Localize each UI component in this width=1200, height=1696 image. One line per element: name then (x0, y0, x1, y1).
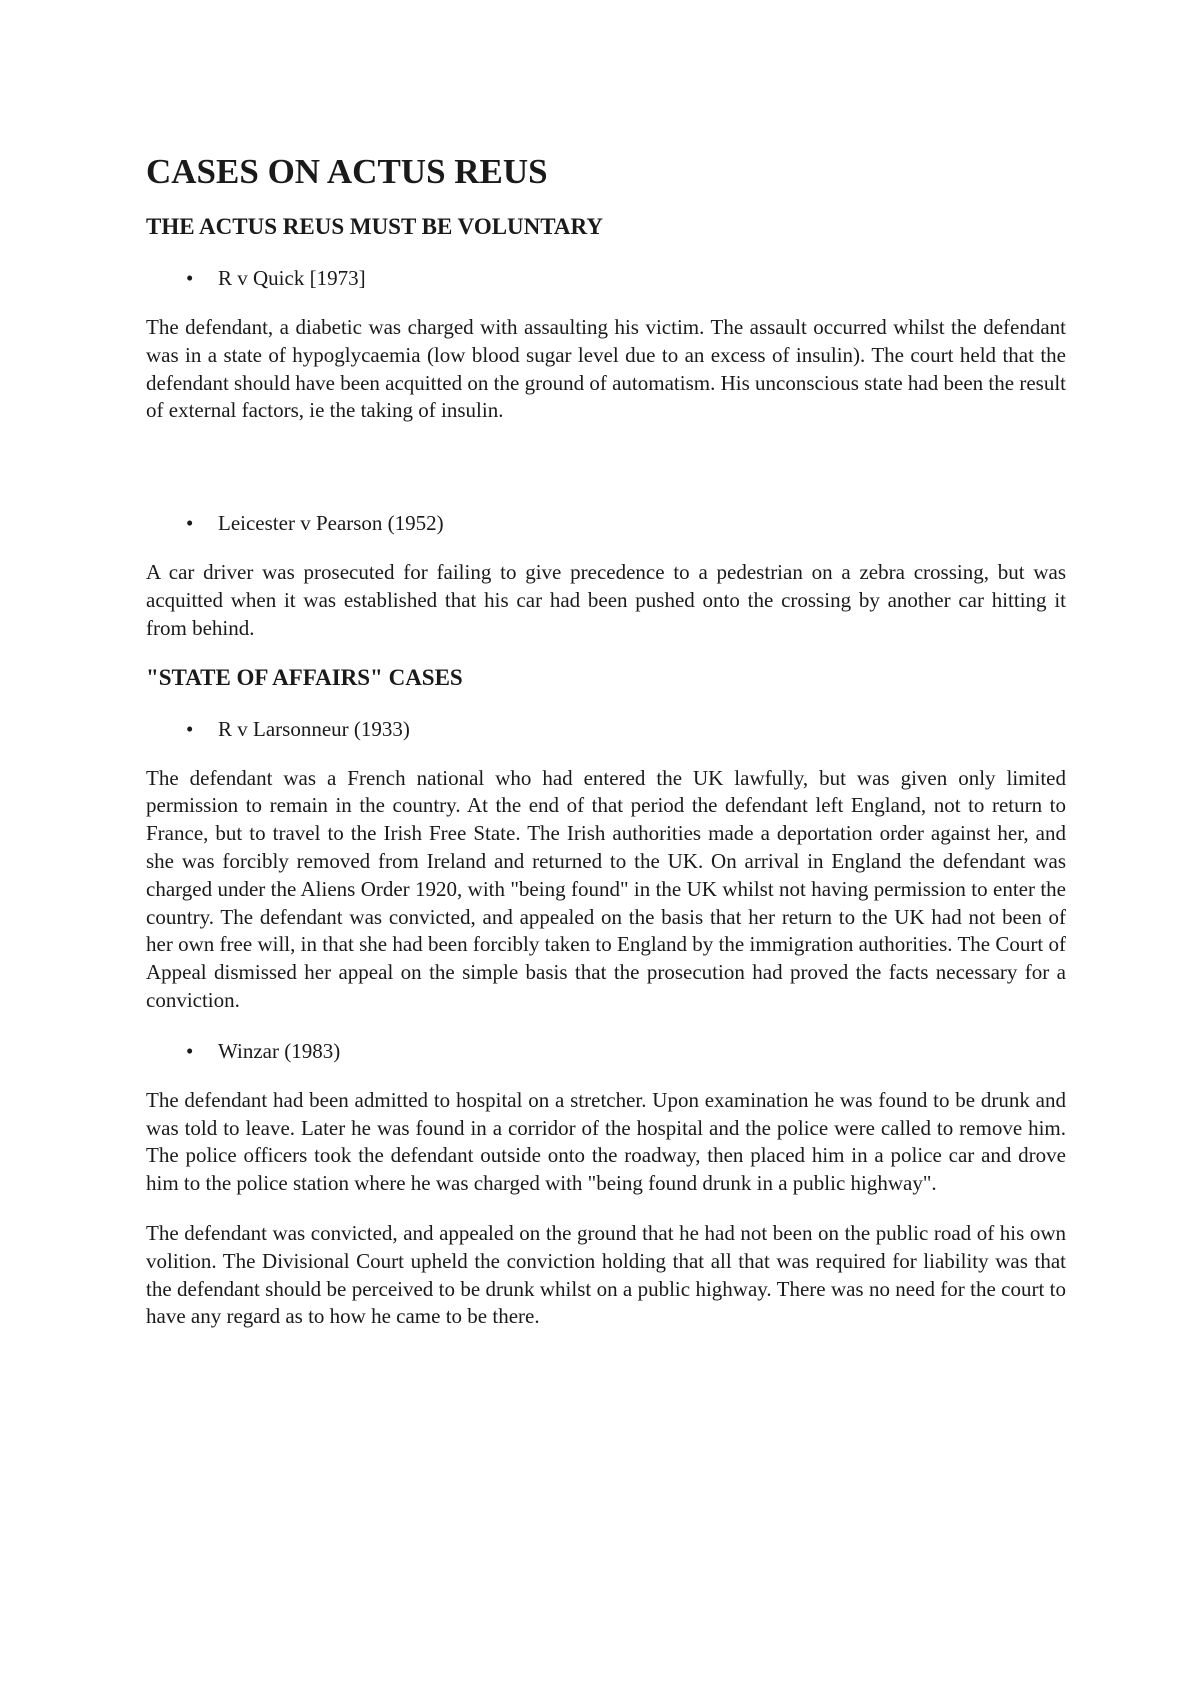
bullet-icon: • (186, 716, 194, 741)
case-paragraph-larsonneur: The defendant was a French national who had entered the UK lawfully, but was given only limited permission to remain in the country. At the end of that period the defendant left England, not to return to France, but to travel to the Irish Free State. The Irish authorities made a deportation order against her, and she was forcibly removed from Ireland and returned to the UK. On arrival in England the defendant was charged under the Aliens Order 1920, with "being found" in the UK whilst not having permission to enter the country. The defendant was convicted, and appealed on the basis that her return to the UK had not been of her own free will, in that she had been forcibly taken to England by the immigration authorities. The Court of Appeal dismissed her appeal on the simple basis that the prosecution had proved the facts necessary for a conviction. (146, 765, 1066, 1012)
bullet-icon: • (186, 1038, 194, 1063)
section-heading-state-of-affairs: "STATE OF AFFAIRS" CASES (146, 664, 463, 690)
case-heading-quick (146, 264, 1066, 292)
case-heading-larsonneur (146, 715, 1066, 743)
case-heading-leicester (146, 509, 1066, 537)
case-name: R v Quick [1973] (218, 266, 366, 290)
case-name: R v Larsonneur (1933) (218, 716, 410, 741)
document-title: CASES ON ACTUS REUS (146, 152, 548, 191)
document-page (146, 140, 1066, 1331)
case-paragraph-quick: The defendant, a diabetic was charged with assaulting his victim. The assault occurred whilst the defendant was in a state of hypoglycaemia (low blood sugar level due to an excess of insulin). The court held that the defendant should have been acquitted on the ground of automatism. His unconscious state had been the result of external factors, ie the taking of insulin. (146, 315, 1066, 423)
case-name: Winzar (1983) (218, 1038, 341, 1063)
case-name: Leicester v Pearson (1952) (218, 511, 444, 536)
case-paragraph-leicester: A car driver was prosecuted for failing to give precedence to a pedestrian on a zebra crossing, but was acquitted when it was established that his car had been pushed onto the crossing by another car hitting it from behind. (146, 560, 1066, 640)
section-heading-voluntary: THE ACTUS REUS MUST BE VOLUNTARY (146, 214, 603, 239)
bullet-icon: • (186, 511, 194, 536)
case-paragraph-winzar-2: The defendant was convicted, and appealed on the ground that he had not been on the public road of his own volition. The Divisional Court upheld the conviction holding that all that was required for liability was that the defendant should be perceived to be drunk whilst on a public highway. There was no need for the court to have any regard as to how he came to be there. (146, 1220, 1066, 1329)
case-heading-winzar (146, 1037, 1066, 1065)
case-paragraph-winzar-1: The defendant had been admitted to hospital on a stretcher. Upon examination he was found to be drunk and was told to leave. Later he was found in a corridor of the hospital and the police were called to remove him. The police officers took the defendant outside onto the roadway, then placed him in a police car and drove him to the police station where he was charged with "being found drunk in a public highway". (146, 1087, 1066, 1196)
bullet-icon: • (186, 266, 194, 290)
